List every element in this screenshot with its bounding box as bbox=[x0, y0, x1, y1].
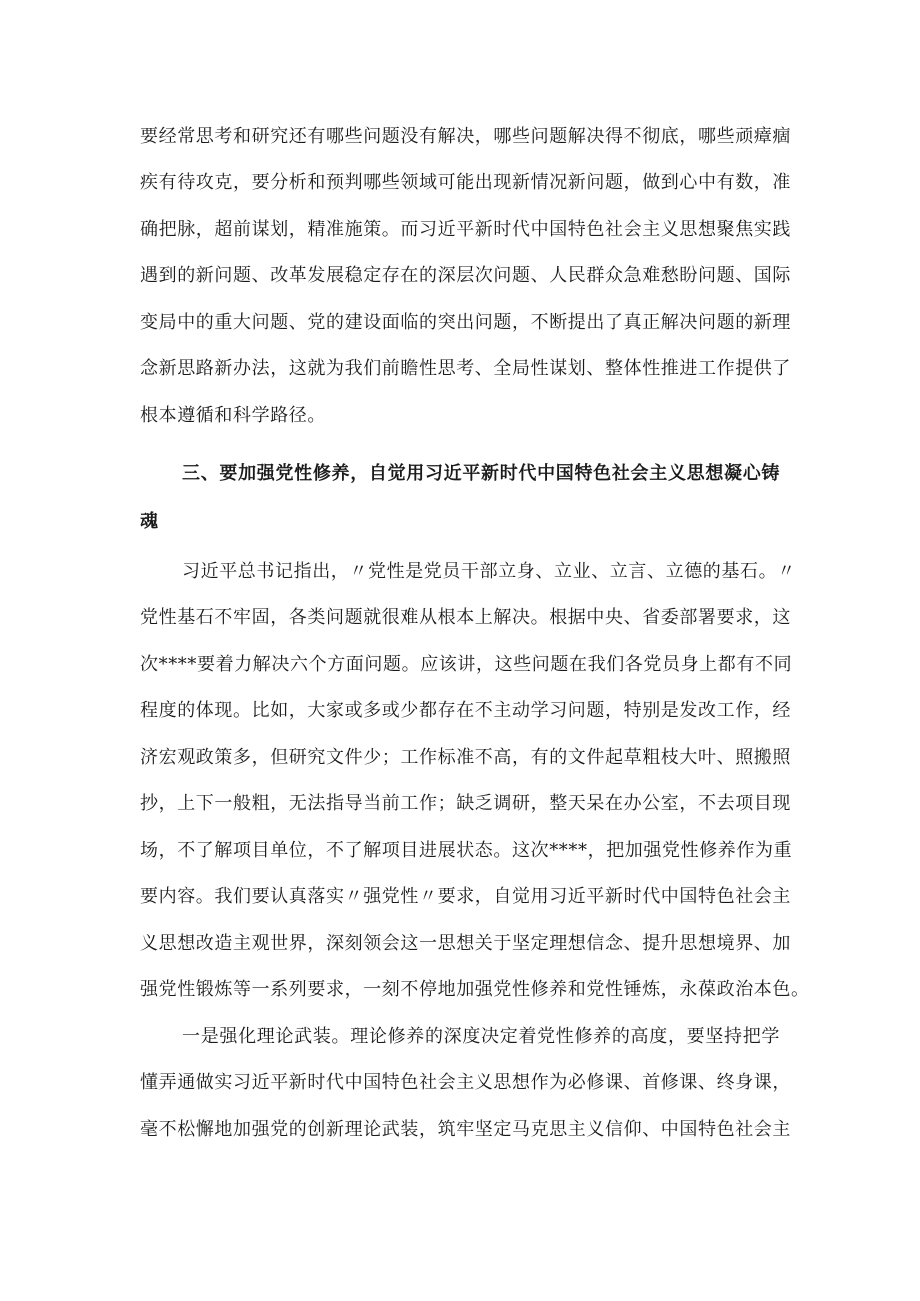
paragraph-2-line: 要内容。我们要认真落实〃强党性〃要求，自觉用习近平新时代中国特色社会主 bbox=[140, 886, 791, 907]
section-heading-line: 魂 bbox=[140, 511, 159, 532]
paragraph-1-line: 根本遵循和科学路径。 bbox=[140, 405, 326, 426]
paragraph-2-line: 强党性锻炼等一系列要求，一刻不停地加强党性修养和党性锤炼，永葆政治本色。 bbox=[140, 979, 810, 1000]
paragraph-1-line: 疾有待攻克，要分析和预判哪些领域可能出现新情况新问题，做到心中有数，准 bbox=[140, 172, 791, 193]
paragraph-3-line: 一是强化理论武装。理论修养的深度决定着党性修养的高度，要坚持把学 bbox=[182, 1026, 780, 1047]
paragraph-2-line: 习近平总书记指出，〃党性是党员干部立身、立业、立言、立德的基石。〃 bbox=[182, 561, 796, 582]
section-heading-line: 三、要加强党性修养，自觉用习近平新时代中国特色社会主义思想凝心铸 bbox=[182, 463, 780, 484]
paragraph-2-line: 次****要着力解决六个方面问题。应该讲，这些问题在我们各党员身上都有不同 bbox=[140, 654, 793, 675]
paragraph-1-line: 变局中的重大问题、党的建设面临的突出问题，不断提出了真正解决问题的新理 bbox=[140, 312, 791, 333]
paragraph-2-line: 济宏观政策多，但研究文件少；工作标准不高，有的文件起草粗枝大叶、照搬照 bbox=[140, 747, 791, 768]
paragraph-2-line: 抄，上下一般粗，无法指导当前工作；缺乏调研，整天呆在办公室，不去项目现 bbox=[140, 793, 791, 814]
paragraph-2-line: 场，不了解项目单位，不了解项目进展状态。这次****，把加强党性修养作为重 bbox=[140, 840, 793, 861]
paragraph-1-line: 遇到的新问题、改革发展稳定存在的深层次问题、人民群众急难愁盼问题、国际 bbox=[140, 265, 791, 286]
paragraph-1-line: 确把脉，超前谋划，精准施策。而习近平新时代中国特色社会主义思想聚焦实践 bbox=[140, 219, 791, 240]
paragraph-3-line: 毫不松懈地加强党的创新理论武装，筑牢坚定马克思主义信仰、中国特色社会主 bbox=[140, 1119, 791, 1140]
paragraph-1-line: 要经常思考和研究还有哪些问题没有解决，哪些问题解决得不彻底，哪些顽瘴痼 bbox=[140, 126, 791, 147]
paragraph-2-line: 义思想改造主观世界，深刻领会这一思想关于坚定理想信念、提升思想境界、加 bbox=[140, 933, 791, 954]
paragraph-2-line: 程度的体现。比如，大家或多或少都存在不主动学习问题，特别是发改工作，经 bbox=[140, 700, 791, 721]
paragraph-1-line: 念新思路新办法，这就为我们前瞻性思考、全局性谋划、整体性推进工作提供了 bbox=[140, 358, 791, 379]
paragraph-3-line: 懂弄通做实习近平新时代中国特色社会主义思想作为必修课、首修课、终身课， bbox=[140, 1072, 791, 1093]
paragraph-2-line: 党性基石不牢固，各类问题就很难从根本上解决。根据中央、省委部署要求，这 bbox=[140, 607, 791, 628]
